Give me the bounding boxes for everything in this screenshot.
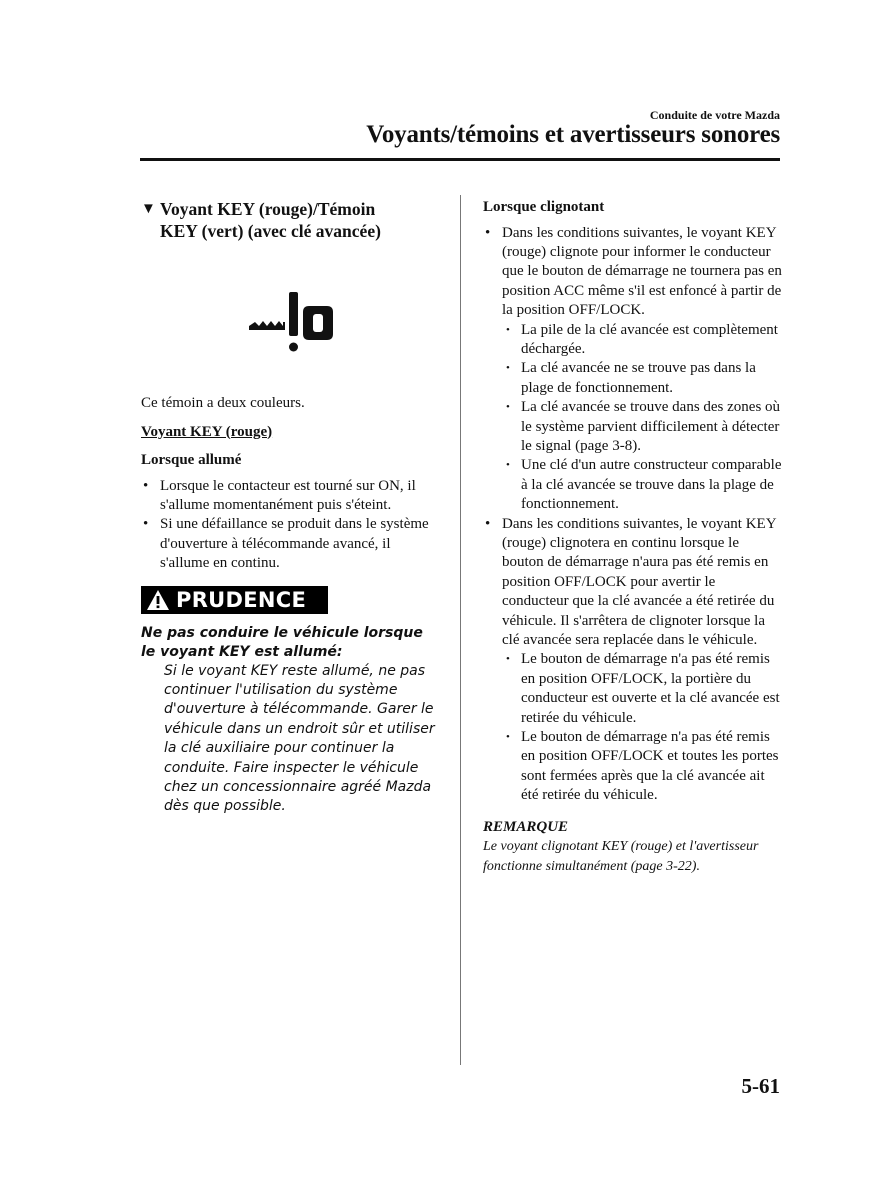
sub-list-item: • La clé avancée ne se trouve pas dans la plage de fonctionnement. (502, 359, 783, 398)
sub-list-item: • La clé avancée se trouve dans des zones où le système parvient difficilement à détecter le signal (page 3-8). (502, 398, 783, 456)
subheading-illuminated: Lorsque allumé (141, 452, 242, 468)
list-item: • Lorsque le contacteur est tourné sur ON, il s'allume momentanément puis s'éteint. (141, 477, 441, 516)
caution-title: PRUDENCE (176, 587, 307, 612)
section-heading-line-1: Voyant KEY (rouge)/Témoin (160, 199, 376, 219)
left-column (141, 198, 441, 817)
section-heading (141, 198, 441, 242)
sub-list-item: • Une clé d'un autre constructeur comparable à la clé avancée se trouve dans la plage de fonctionnement. (502, 456, 783, 514)
caution-lead: Ne pas conduire le véhicule lorsque le voyant KEY est allumé: (141, 624, 423, 660)
caution-body: Si le voyant KEY reste allumé, ne pas continuer l'utilisation du système d'ouverture à télécommande. Garer le véhicule dans un endroit sûr et utiliser la clé auxiliaire pour continuer la conduite. Faire inspecter le véhicule chez un concessionnaire agréé Mazda dès que possible. (164, 662, 435, 815)
list-item (483, 224, 783, 515)
flashing-bullet-list (483, 224, 783, 806)
sub-list (502, 321, 783, 515)
page-number: 5-61 (741, 1074, 780, 1098)
page-title: Voyants/témoins et avertisseurs sonores (366, 121, 780, 148)
note-title: REMARQUE (483, 818, 569, 835)
subheading-red-key: Voyant KEY (rouge) (141, 423, 273, 440)
note-body: Le voyant clignotant KEY (rouge) et l'avertisseur fonctionne simultanément (page 3-22). (483, 838, 759, 874)
sub-list-item: • Le bouton de démarrage n'a pas été remis en position OFF/LOCK et toutes les portes sont fermées après que la clé avancée ait été retirée du véhicule. (502, 728, 783, 806)
bullet-text: • Dans les conditions suivantes, le voyant KEY (rouge) clignote pour informer le conducteur que le bouton de démarrage ne tournera pas en position ACC même s'il est enfoncé à partir de la position OFF/LOCK. (502, 224, 782, 319)
column-divider (460, 195, 461, 1065)
down-triangle-icon: ▼ (141, 201, 156, 217)
illuminated-bullet-list (141, 477, 441, 574)
section-heading-line-2: KEY (vert) (avec clé avancée) (160, 221, 381, 241)
subheading-flashing: Lorsque clignotant (483, 199, 605, 215)
caution-banner (141, 586, 328, 614)
chapter-title: Conduite de votre Mazda (649, 108, 780, 122)
right-column (483, 198, 783, 877)
warning-triangle-icon (146, 589, 170, 611)
sub-list (502, 650, 783, 805)
key-warning-icon (245, 290, 335, 354)
list-item: • Si une défaillance se produit dans le système d'ouverture à télécommande avancé, il s'allume en continu. (141, 515, 441, 573)
bullet-text: • Dans les conditions suivantes, le voyant KEY (rouge) clignotera en continu lorsque le bouton de démarrage n'aura pas été remis en position OFF/LOCK pour avertir le conducteur que la clé avancée a été retirée du véhicule. Il s'arrêtera de clignoter lorsque la clé avancée sera replacée dans le véhicule. (502, 515, 776, 649)
intro-text: Ce témoin a deux couleurs. (141, 395, 305, 411)
sub-list-item: • Le bouton de démarrage n'a pas été remis en position OFF/LOCK, la portière du conducteur est ouverte et la clé avancée est retirée du véhicule. (502, 650, 783, 728)
list-item (483, 515, 783, 806)
header-rule (140, 158, 780, 161)
sub-list-item: • La pile de la clé avancée est complètement déchargée. (502, 321, 783, 360)
